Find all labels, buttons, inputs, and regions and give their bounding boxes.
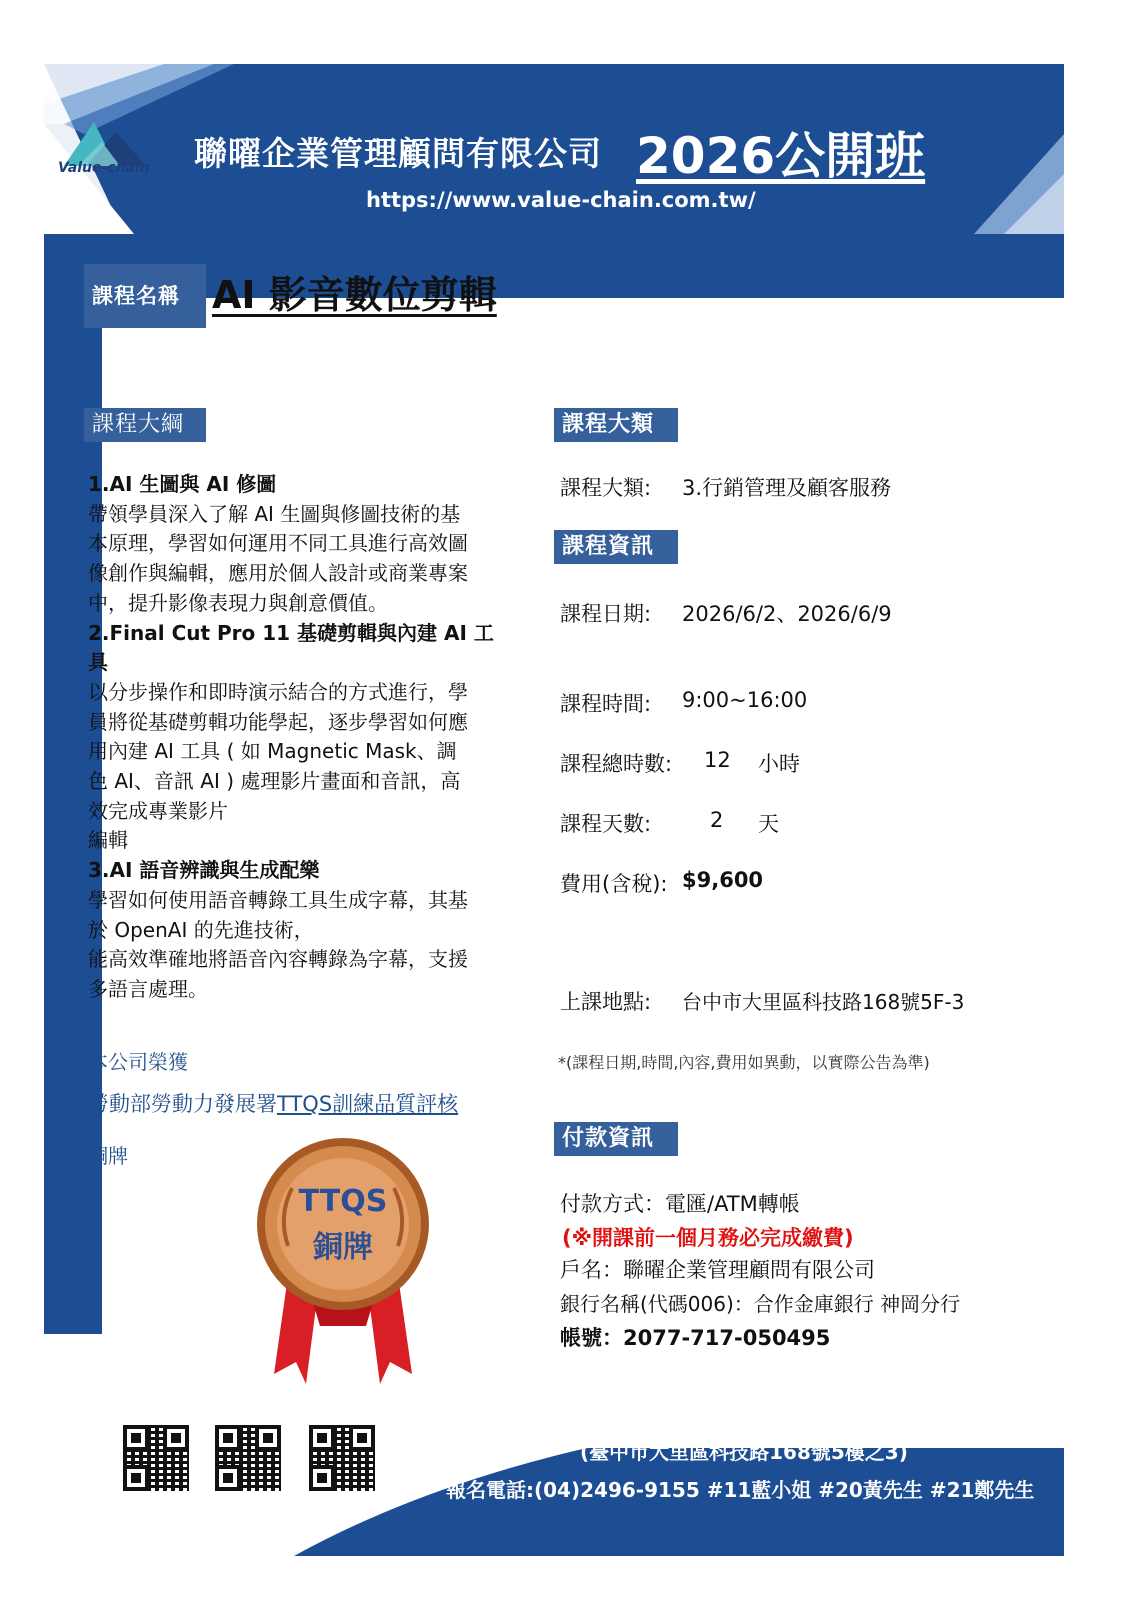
outline-line: 1.AI 生圖與 AI 修圖 [88,472,277,496]
qr-code-1[interactable] [120,1422,192,1494]
ttqs-medal [248,1136,438,1386]
outline-line: 學習如何使用語音轉錄工具生成字幕，其基 [88,887,468,912]
outline-line: 員將從基礎剪輯功能學起，逐步學習如何應 [88,709,468,734]
footer-decoration [44,1334,1064,1556]
outline-line: 能高效準確地將語音內容轉錄為字幕，支援 [88,947,468,972]
days-label: 課程天數: [560,812,652,836]
payment-method: 付款方式：電匯/ATM轉帳 [560,1192,800,1216]
course-title: AI 影音數位剪輯 [212,273,497,317]
qr-corner [123,1425,149,1451]
outline-line: 色 AI、音訊 AI ) 處理影片畫面和音訊，高 [88,769,461,794]
ttqs-link[interactable]: TTQS訓練品質評核 [277,1092,459,1116]
qr-corner [215,1465,241,1491]
date-value: 2026/6/2、2026/6/9 [682,602,892,626]
qr-corner [163,1425,189,1451]
outline-line: 中，提升影像表現力與創意價值。 [88,590,388,615]
medal-text-ttqs: TTQS [298,1184,388,1219]
payment-tag: 付款資訊 [554,1122,678,1156]
bank-name: 銀行名稱(代碼006)：合作金庫銀行 神岡分行 [560,1292,961,1316]
qr-corner [309,1425,335,1451]
location-value: 台中市大里區科技路168號5F-3 [682,990,965,1014]
outline-list [88,470,528,1005]
outline-line: 帶領學員深入了解 AI 生圖與修圖技術的基 [88,501,461,526]
company-name: 聯曜企業管理顧問有限公司 [194,134,602,173]
fee-label: 費用(含稅): [560,872,668,896]
outline-line: 多語言處理。 [88,976,208,1001]
footer-phone[interactable]: 報名電話:(04)2496-9155 #11藍小姐 #20黃先生 #21鄭先生 [446,1478,1035,1502]
footer-organizer: 辦訓單位:聯曜企業管理顧問有限公司 [488,1408,816,1432]
info-tag: 課程資訊 [554,530,678,564]
outline-line: 2.Final Cut Pro 11 基礎剪輯與內建 AI 工 [88,620,494,645]
info-note: *(課程日期,時間,內容,費用如異動，以實際公告為準) [558,1053,930,1072]
footer-address: (臺中市大里區科技路168號5樓之3) [580,1440,908,1464]
hours-label: 課程總時數: [560,752,673,776]
outline-line: 於 OpenAI 的先進技術， [88,917,314,942]
qr-corner [255,1425,281,1451]
location-label: 上課地點: [560,990,652,1014]
hours-unit: 小時 [758,752,800,776]
website-url[interactable]: https://www.value-chain.com.tw/ [366,188,756,212]
qr-code-3[interactable] [306,1422,378,1494]
honor-line [88,1088,458,1118]
outline-line: 3.AI 語音辨識與生成配樂 [88,858,320,883]
outline-line: 用內建 AI 工具 ( 如 Magnetic Mask、調 [88,739,457,764]
outline-line: 以分步操作和即時演示結合的方式進行，學 [88,679,468,704]
category-label: 課程大類: [560,476,652,500]
account-number: 帳號：2077-717-050495 [560,1326,831,1350]
outline-line: 效完成專業影片 [88,798,228,823]
outline-line: 編輯 [88,828,128,853]
company-logo [56,116,150,188]
outline-line: 像創作與編輯，應用於個人設計或商業專案 [88,561,468,586]
fee-value: $9,600 [682,868,764,892]
payment-warning: (※開課前一個月務必完成繳費) [562,1226,854,1250]
days-unit: 天 [758,812,779,836]
qr-corner [123,1465,149,1491]
time-label: 課程時間: [560,692,652,716]
hours-value: 12 [704,748,731,772]
days-value: 2 [710,808,724,832]
outline-tag: 課程大綱 [84,408,206,442]
logo-text: Value-chain [58,160,150,176]
time-value: 9:00~16:00 [682,688,808,712]
qr-corner [349,1425,375,1451]
course-name-tag: 課程名稱 [84,264,206,328]
year-title: 2026公開班 [636,127,926,185]
qr-corner [215,1425,241,1451]
date-label: 課程日期: [560,602,652,626]
outline-line: 本原理，學習如何運用不同工具進行高效圖 [88,531,468,556]
category-value: 3.行銷管理及顧客服務 [682,476,892,500]
qr-corner [309,1465,335,1491]
medal-text-bronze: 銅牌 [313,1230,373,1265]
account-name: 戶名：聯曜企業管理顧問有限公司 [560,1258,875,1282]
outline-line: 具 [88,650,108,675]
category-tag: 課程大類 [554,408,678,442]
honor-level: 銅牌 [88,1144,128,1168]
honor-title: 本公司榮獲 [88,1050,188,1074]
honor-prefix: 勞動部勞動力發展署 [88,1092,277,1116]
qr-code-2[interactable] [212,1422,284,1494]
